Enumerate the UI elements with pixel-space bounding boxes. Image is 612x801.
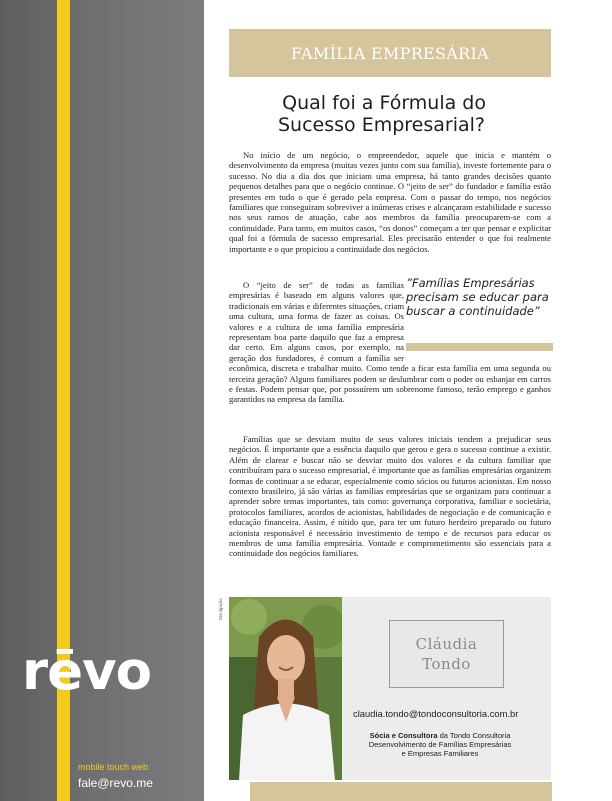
author-last-name: Tondo xyxy=(422,655,471,673)
photo-credit: Divulgação xyxy=(218,598,223,621)
section-title: FAMÍLIA EMPRESÁRIA xyxy=(291,43,489,63)
pull-quote: ”Famílias Empresárias precisam se educar para buscar a continuidade” xyxy=(406,276,549,318)
section-banner xyxy=(229,29,551,77)
author-role-company: da Tondo Consultoria xyxy=(437,731,511,740)
article-paragraph-1: No início de um negócio, o empreendedor, aquele que inicia e mantém o desenvolvimento da empresa (muitas vezes junto com sua família), investe fortemente para o sucesso. No dia a dia dos que iniciam uma empresa, há tanto grandes decisões quanto pequenos detalhes para que o negócio continue. O “jeito de ser” do fundador e família estão presentes em tudo o que é gerado pela empresa. Com o passar do tempo, nos negócios familiares que conseguiram sobreviver a inúmeras crises e alcançaram estabilidade e sucesso nos seus ramos de atuação, cabe aos membros da família preocuparem-se com a continuidade. Para tanto, em muitos casos, “os donos” começam a ter que pensar e explicitar qual foi a fórmula de sucesso empresarial. Eles precisarão entender o que foi realmente importante e o que propiciou a continuidade dos negócios. xyxy=(229,150,551,254)
author-role-line2: Desenvolvimento de Famílias Empresárias xyxy=(368,740,512,749)
revo-logo xyxy=(22,642,151,702)
author-role-line3: e Empresas Familiares xyxy=(401,749,479,758)
logo-tagline: mobile touch web xyxy=(78,762,149,772)
article-title-line2: Sucesso Empresarial? xyxy=(278,114,485,136)
article-title-line1: Qual foi a Fórmula do xyxy=(282,92,486,114)
author-portrait-image xyxy=(229,597,342,780)
footer-bar xyxy=(250,782,552,801)
contact-email-link[interactable]: fale@revo.me xyxy=(78,776,153,790)
pull-quote-bar xyxy=(406,343,553,351)
author-role-bold: Sócia e Consultora xyxy=(369,731,438,740)
author-name-box xyxy=(389,620,504,688)
author-first-name: Cláudia xyxy=(415,635,478,653)
article-title xyxy=(229,92,551,136)
author-email-link[interactable]: claudia.tondo@tondoconsultoria.com.br xyxy=(353,708,519,719)
logo-text: rēvo xyxy=(22,641,152,702)
author-photo xyxy=(229,597,342,780)
author-role xyxy=(350,731,530,758)
article-paragraph-3: Famílias que se desviam muito de seus valores iniciais tendem a prejudicar seus negócios. É importante que a essência daquilo que gerou e gera o sucesso continue a existir. Além de clarear e buscar não se desviar muito dos valores e da cultura familiar que contribuíram para o sucesso empresarial, é importante que as famílias empresárias organizem formas de continuar a se educar, especialmente como sócios ou futuros acionistas. Em nosso contexto brasileiro, já são várias as famílias empresárias que se organizam para continuar a aprender sobre temas importantes, tais como: governança corporativa, familiar e societária, protocolos familiares, acordos de acionistas, habilidades de negociação e de comunicação e educação financeira. Assim, é nítido que, para ter um futuro herdeiro preparado ou futuro acionista responsável é necessário investimento de tempo e de recursos para educar os membros de uma família empresária. Vontade e comprometimento são essenciais para a continuidade dos negócios familiares. xyxy=(229,434,551,559)
article-paragraph-2: O “jeito de ser” de todas as famílias empresárias é baseado em alguns valores que, tradicionais em várias e diferentes situações, criam uma cultura, uma forma de fazer as coisas. Os valores e a cultura de uma família empresária representam boa parte daquilo que faz a empresa dar certo. Em alguns casos, por exemplo, na geração dos fundadores, é comum a família ser econômica, discreta e trabalhar muito. Como tende a ficar esta família em uma segunda ou terceira geração? Alguns familiares podem se deslumbrar com o poder ou esbanjar em carros e festas. Podem pensar que, por possuírem um sobrenome famoso, terão emprego e ganhos garantidos na empresa da família. xyxy=(229,280,551,405)
